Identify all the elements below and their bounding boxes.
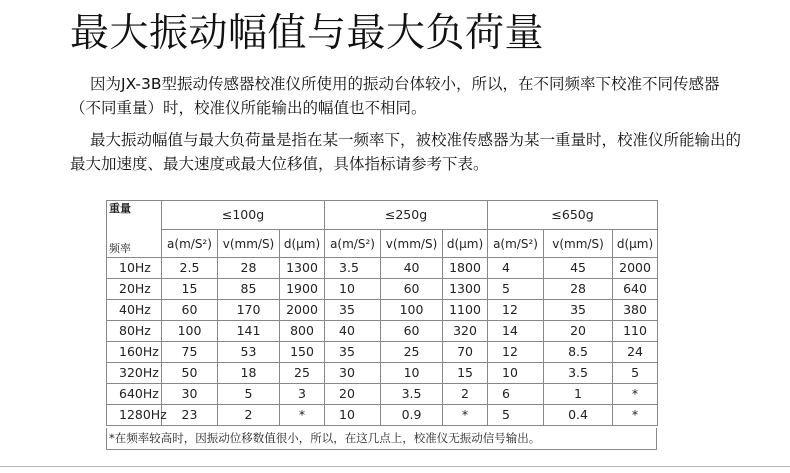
weight-group-header: ≤250g [325, 201, 488, 230]
value-cell: 23 [162, 405, 218, 426]
value-cell: 800 [280, 321, 325, 342]
value-cell: 50 [162, 363, 218, 384]
value-cell: 380 [613, 300, 658, 321]
value-cell: 25 [381, 342, 443, 363]
value-cell: 35 [325, 342, 381, 363]
frequency-cell: 80Hz [107, 321, 162, 342]
value-cell: 75 [162, 342, 218, 363]
value-cell: 5 [488, 279, 544, 300]
value-cell: 70 [443, 342, 488, 363]
value-cell: 320 [443, 321, 488, 342]
unit-header: d(μm) [280, 230, 325, 258]
intro-paragraph-text: 因为JX-3B型振动传感器校准仪所使用的振动台体较小，所以，在不同频率下校准不同传感器（不同重量）时，校准仪所能输出的幅值也不相同。 [70, 75, 720, 117]
value-cell: 1900 [280, 279, 325, 300]
frequency-cell: 640Hz [107, 384, 162, 405]
value-cell: 2 [443, 384, 488, 405]
value-cell: 5 [488, 405, 544, 426]
frequency-cell: 1280Hz [107, 405, 162, 426]
value-cell: 53 [218, 342, 280, 363]
corner-cell [107, 201, 162, 258]
value-cell: 2 [218, 405, 280, 426]
value-cell: 5 [218, 384, 280, 405]
value-cell: 35 [544, 300, 613, 321]
value-cell: 24 [613, 342, 658, 363]
unit-header: a(m/S²) [162, 230, 218, 258]
value-cell: 20 [544, 321, 613, 342]
value-cell: 12 [488, 342, 544, 363]
table-row [107, 342, 658, 363]
weight-group-header: ≤100g [162, 201, 325, 230]
value-cell: 85 [218, 279, 280, 300]
value-cell: 28 [544, 279, 613, 300]
unit-header-row [107, 230, 658, 258]
spec-table-body [107, 201, 658, 426]
value-cell: * [613, 405, 658, 426]
value-cell: 1300 [443, 279, 488, 300]
value-cell: 141 [218, 321, 280, 342]
frequency-cell: 40Hz [107, 300, 162, 321]
value-cell: 10 [325, 279, 381, 300]
frequency-cell: 320Hz [107, 363, 162, 384]
value-cell: 150 [280, 342, 325, 363]
corner-weight-label: 重量 [109, 202, 131, 215]
definition-paragraph-text: 最大振动幅值与最大负荷量是指在某一频率下，被校准传感器为某一重量时，校准仪所能输出的最大加速度、最大速度或最大位移值，具体指标请参考下表。 [70, 131, 742, 173]
value-cell: 30 [162, 384, 218, 405]
value-cell: 45 [544, 258, 613, 279]
unit-header: v(mm/S) [218, 230, 280, 258]
value-cell: 2000 [613, 258, 658, 279]
value-cell: 3 [280, 384, 325, 405]
value-cell: 110 [613, 321, 658, 342]
spec-table-wrapper [106, 200, 657, 426]
frequency-cell: 160Hz [107, 342, 162, 363]
value-cell: 40 [325, 321, 381, 342]
unit-header: v(mm/S) [381, 230, 443, 258]
spec-table [106, 200, 658, 426]
value-cell: 10 [325, 405, 381, 426]
weight-group-header: ≤650g [488, 201, 658, 230]
table-row [107, 405, 658, 426]
value-cell: 35 [325, 300, 381, 321]
weight-header-row [107, 201, 658, 230]
value-cell: 10 [381, 363, 443, 384]
unit-header: a(m/S²) [325, 230, 381, 258]
value-cell: 4 [488, 258, 544, 279]
value-cell: 28 [218, 258, 280, 279]
bottom-divider [0, 466, 790, 467]
value-cell: 0.4 [544, 405, 613, 426]
value-cell: 40 [381, 258, 443, 279]
value-cell: 60 [162, 300, 218, 321]
value-cell: 2000 [280, 300, 325, 321]
table-row [107, 384, 658, 405]
corner-frequency-label: 频率 [109, 242, 131, 255]
unit-header: v(mm/S) [544, 230, 613, 258]
value-cell: 60 [381, 279, 443, 300]
value-cell: * [280, 405, 325, 426]
value-cell: 18 [218, 363, 280, 384]
table-row [107, 279, 658, 300]
value-cell: 12 [488, 300, 544, 321]
value-cell: 30 [325, 363, 381, 384]
value-cell: 3.5 [325, 258, 381, 279]
value-cell: 1 [544, 384, 613, 405]
value-cell: 15 [443, 363, 488, 384]
value-cell: 0.9 [381, 405, 443, 426]
unit-header: a(m/S²) [488, 230, 544, 258]
value-cell: 15 [162, 279, 218, 300]
value-cell: 25 [280, 363, 325, 384]
value-cell: 100 [162, 321, 218, 342]
value-cell: 8.5 [544, 342, 613, 363]
unit-header: d(μm) [613, 230, 658, 258]
value-cell: 1300 [280, 258, 325, 279]
table-row [107, 258, 658, 279]
table-row [107, 363, 658, 384]
page-title: 最大振动幅值与最大负荷量 [70, 11, 545, 56]
value-cell: 170 [218, 300, 280, 321]
value-cell: * [443, 405, 488, 426]
value-cell: 6 [488, 384, 544, 405]
value-cell: 10 [488, 363, 544, 384]
value-cell: 3.5 [381, 384, 443, 405]
value-cell: * [613, 384, 658, 405]
frequency-cell: 10Hz [107, 258, 162, 279]
table-footnote: *在频率较高时，因振动位移数值很小，所以，在这几点上，校准仪无振动信号输出。 [106, 428, 657, 450]
definition-paragraph [70, 128, 750, 176]
value-cell: 5 [613, 363, 658, 384]
unit-header: d(μm) [443, 230, 488, 258]
value-cell: 60 [381, 321, 443, 342]
intro-paragraph [70, 72, 750, 120]
table-row [107, 321, 658, 342]
value-cell: 100 [381, 300, 443, 321]
value-cell: 2.5 [162, 258, 218, 279]
table-row [107, 300, 658, 321]
frequency-cell: 20Hz [107, 279, 162, 300]
value-cell: 20 [325, 384, 381, 405]
value-cell: 14 [488, 321, 544, 342]
value-cell: 1100 [443, 300, 488, 321]
value-cell: 640 [613, 279, 658, 300]
value-cell: 1800 [443, 258, 488, 279]
value-cell: 3.5 [544, 363, 613, 384]
